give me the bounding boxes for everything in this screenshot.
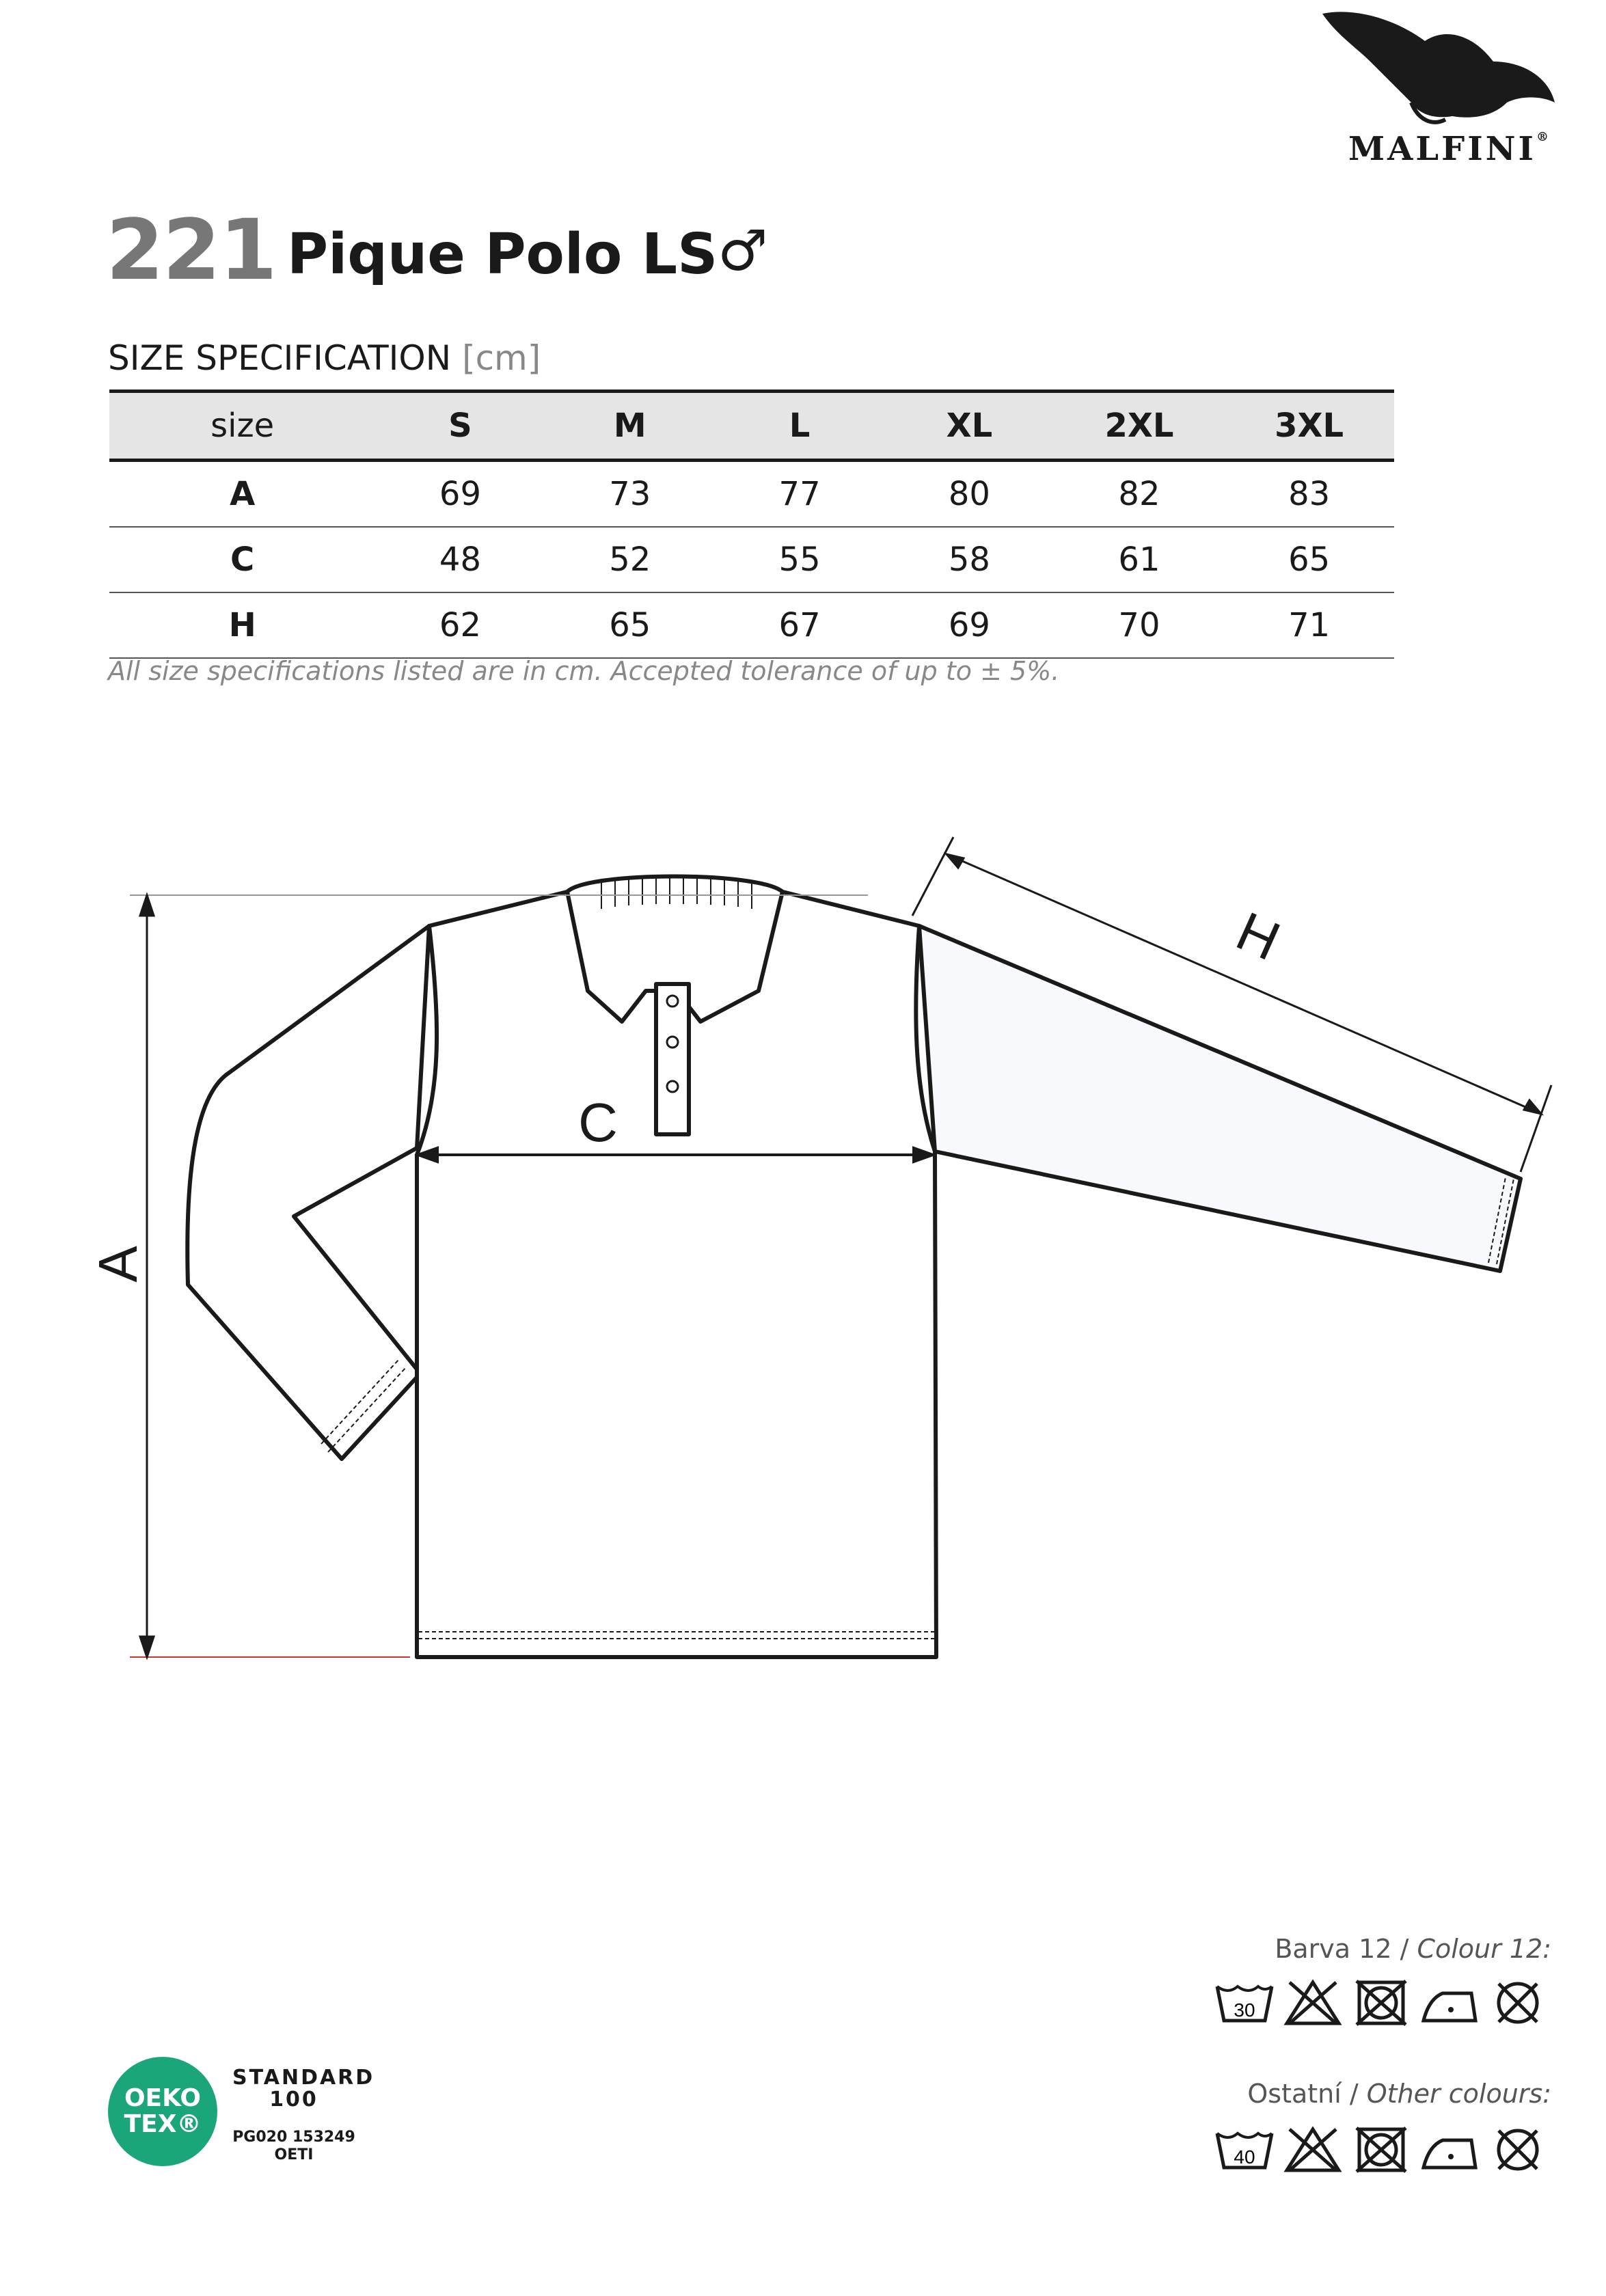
row-label: H	[109, 592, 375, 658]
table-cell: 65	[545, 592, 715, 658]
other-colours-care-label: Ostatní / Other colours:	[1247, 2079, 1551, 2109]
table-cell: 70	[1054, 592, 1225, 658]
no-dry-clean-icon	[1488, 1978, 1548, 2027]
table-cell: 69	[884, 592, 1054, 658]
table-header-cell: size	[109, 392, 375, 461]
no-bleach-icon	[1283, 1978, 1343, 2027]
tolerance-note: All size specifications listed are in cm. Accepted tolerance of up to ± 5%.	[108, 656, 1060, 686]
oekotex-code: PG020 153249 OETI	[232, 2129, 355, 2163]
brand-name: MALFINI®	[1348, 130, 1551, 168]
iron-low-icon	[1419, 2125, 1480, 2174]
measure-a-label: A	[87, 1246, 148, 1283]
measure-c-label: C	[578, 1092, 618, 1153]
colour12-care-label: Barva 12 / Colour 12:	[1275, 1934, 1551, 1964]
table-cell: 77	[715, 461, 884, 528]
no-bleach-icon	[1283, 2125, 1343, 2174]
svg-text:40: 40	[1234, 2146, 1255, 2168]
measure-h-label: H	[1227, 900, 1289, 972]
product-number: 221	[106, 202, 276, 299]
row-label: C	[109, 527, 375, 592]
table-cell: 73	[545, 461, 715, 528]
oekotex-standard: STANDARD 100	[232, 2066, 375, 2112]
row-label: A	[109, 461, 375, 528]
size-spec-title: SIZE SPECIFICATION [cm]	[108, 338, 541, 378]
no-tumble-dry-icon	[1351, 2125, 1411, 2174]
table-cell: 62	[375, 592, 545, 658]
table-header-cell: M	[545, 392, 715, 461]
table-cell: 48	[375, 527, 545, 592]
table-cell: 52	[545, 527, 715, 592]
oekotex-badge: OEKO TEX®	[108, 2057, 217, 2166]
wash-tub-icon	[1214, 1978, 1275, 2027]
table-cell: 83	[1224, 461, 1394, 528]
table-cell: 55	[715, 527, 884, 592]
wash-tub-icon	[1214, 2125, 1275, 2174]
svg-text:30: 30	[1234, 1999, 1255, 2021]
care-icons-other	[1214, 2125, 1548, 2174]
table-cell: 69	[375, 461, 545, 528]
no-tumble-dry-icon	[1351, 1978, 1411, 2027]
product-name: Pique Polo LS	[287, 222, 718, 287]
male-symbol-icon: ♂	[718, 219, 768, 284]
table-cell: 67	[715, 592, 884, 658]
table-header-cell: 3XL	[1224, 392, 1394, 461]
table-row	[109, 592, 1394, 658]
table-header-cell: XL	[884, 392, 1054, 461]
no-dry-clean-icon	[1488, 2125, 1548, 2174]
table-header-cell: L	[715, 392, 884, 461]
table-cell: 82	[1054, 461, 1225, 528]
care-icons-colour12	[1214, 1978, 1548, 2027]
table-row	[109, 461, 1394, 528]
table-header-cell: S	[375, 392, 545, 461]
polo-shirt-diagram	[0, 806, 1606, 1749]
table-header-cell: 2XL	[1054, 392, 1225, 461]
table-cell: 61	[1054, 527, 1225, 592]
iron-low-icon	[1419, 1978, 1480, 2027]
size-table	[109, 390, 1394, 659]
table-header-row	[109, 392, 1394, 461]
table-cell: 71	[1224, 592, 1394, 658]
table-cell: 80	[884, 461, 1054, 528]
size-spec-unit: [cm]	[462, 338, 541, 378]
table-cell: 58	[884, 527, 1054, 592]
table-cell: 65	[1224, 527, 1394, 592]
table-row	[109, 527, 1394, 592]
